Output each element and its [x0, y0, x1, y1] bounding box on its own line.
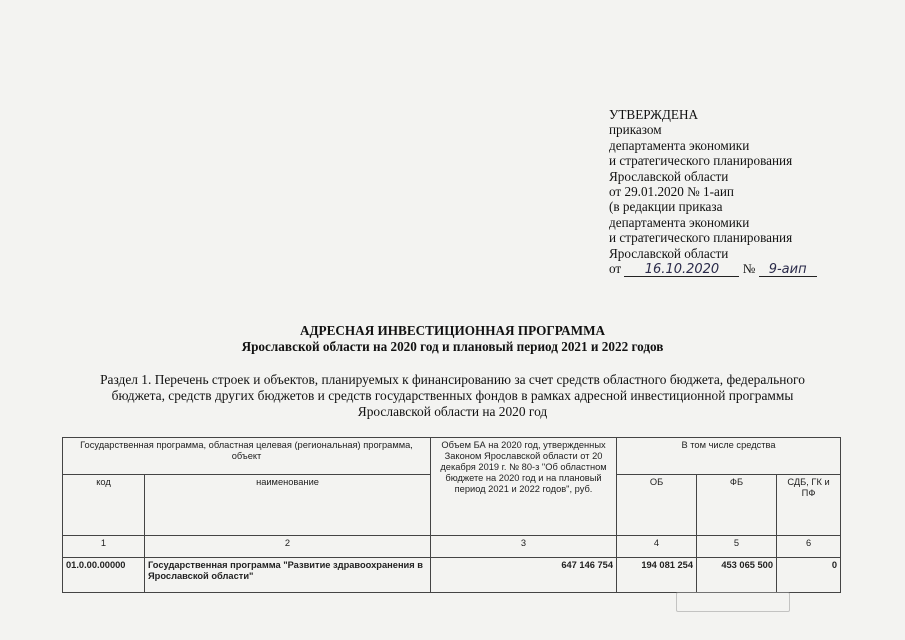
approval-signature-row [609, 261, 869, 277]
row-sdb: 0 [777, 558, 841, 593]
approval-line: департамента экономики [609, 214, 750, 230]
approval-line: от 29.01.2020 № 1-аип [609, 184, 734, 200]
approval-line: (в редакции приказа [609, 199, 723, 215]
table-column-numbers-row [63, 536, 841, 558]
row-ob: 194 081 254 [617, 558, 697, 593]
approval-line: Ярославской области [609, 245, 729, 261]
header-program-group: Государственная программа, областная целевая (региональная) программа, объект [63, 438, 431, 475]
approval-line: и стратегического планирования [609, 153, 793, 169]
header-ob: ОБ [617, 475, 697, 536]
column-number: 4 [617, 536, 697, 558]
approval-line: приказом [609, 122, 662, 138]
approval-block [609, 107, 869, 277]
header-name: наименование [145, 475, 431, 536]
approval-line: департамента экономики [609, 137, 750, 153]
approval-prefix: от [609, 261, 622, 277]
table-row [63, 558, 841, 593]
approval-line: Ярославской области [609, 168, 729, 184]
approval-line: УТВЕРЖДЕНА [609, 107, 699, 122]
header-sdb: СДБ, ГК и ПФ [777, 475, 841, 536]
row-code: 01.0.00.00000 [63, 558, 145, 593]
header-fb: ФБ [697, 475, 777, 536]
approval-line: и стратегического планирования [609, 230, 793, 246]
row-fb: 453 065 500 [697, 558, 777, 593]
investment-table [62, 437, 841, 593]
column-number: 3 [431, 536, 617, 558]
handwritten-number: 9-аип [759, 263, 817, 277]
column-number: 2 [145, 536, 431, 558]
column-number: 5 [697, 536, 777, 558]
section-heading: Раздел 1. Перечень строек и объектов, планируемых к финансированию за счет средств областного бюджета, федерального бюджета, средств других бюджетов и средств государственных фондов в рамках адресной инвестиционной программы Ярославской области на 2020 год [100, 372, 805, 419]
title-line-2: Ярославской области на 2020 год и плановый период 2021 и 2022 годов [241, 338, 664, 354]
header-volume: Объем БА на 2020 год, утвержденных Законом Ярославской области от 20 декабря 2019 г. № 80-з "Об областном бюджете на 2020 год и на плановый период 2021 и 2022 годов", руб. [431, 438, 617, 536]
title-line-1: АДРЕСНАЯ ИНВЕСТИЦИОННАЯ ПРОГРАММА [299, 323, 606, 338]
number-sign: № [742, 261, 756, 277]
column-number: 6 [777, 536, 841, 558]
table-header-row [63, 438, 841, 475]
faint-stamp [676, 592, 790, 612]
column-number: 1 [63, 536, 145, 558]
header-code: код [63, 475, 145, 536]
row-name: Государственная программа "Развитие здравоохранения в Ярославской области" [145, 558, 431, 593]
handwritten-date: 16.10.2020 [624, 263, 739, 277]
header-including: В том числе средства [617, 438, 841, 475]
document-title [0, 323, 905, 354]
row-volume: 647 146 754 [431, 558, 617, 593]
